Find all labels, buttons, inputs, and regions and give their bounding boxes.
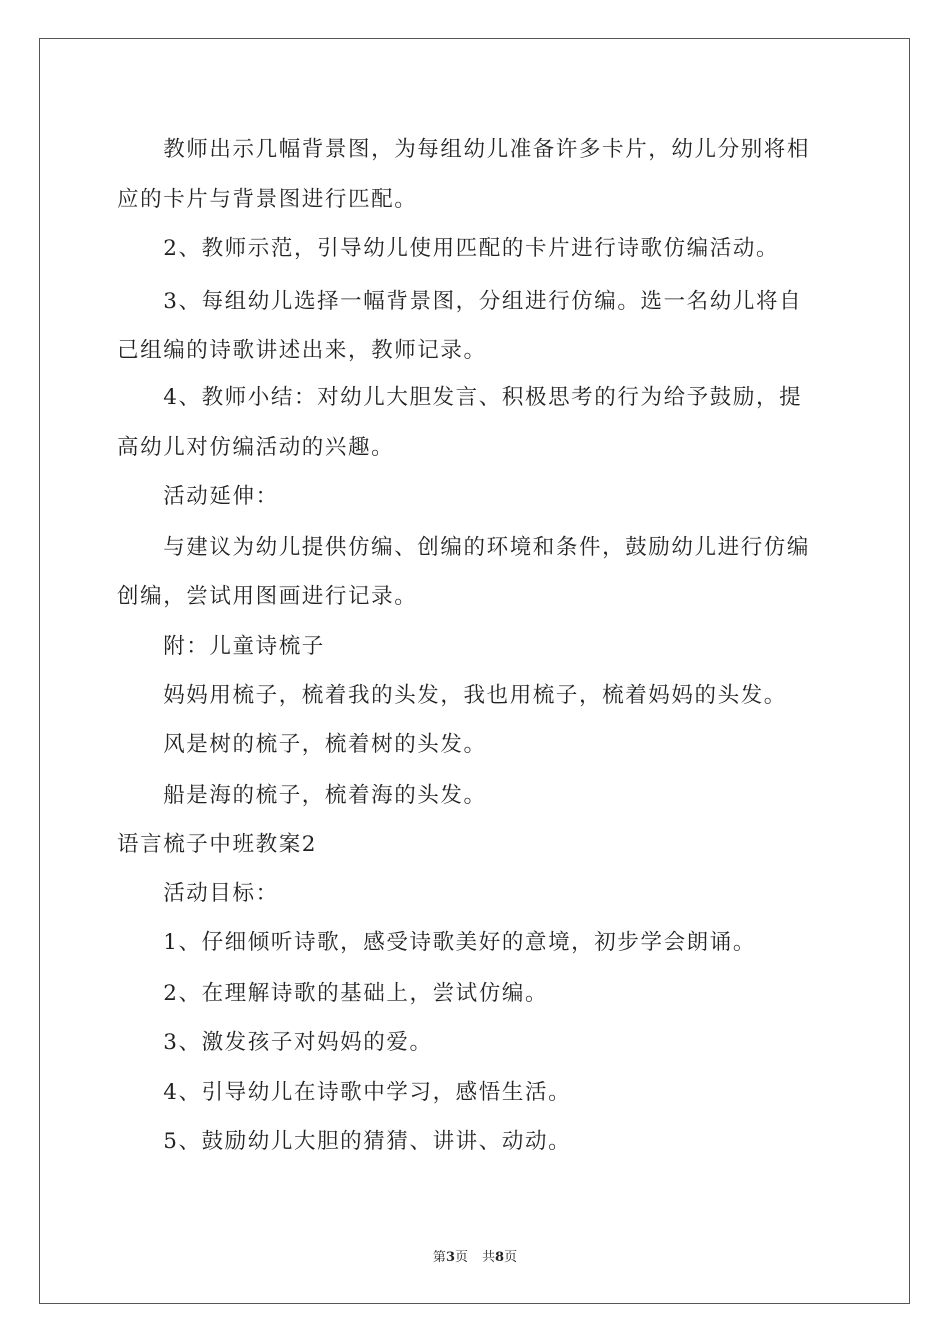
total-label-suffix: 页: [504, 1250, 518, 1265]
section-heading: 活动目标：: [117, 881, 279, 906]
poem-line: 船是海的梳子，梳着海的头发。: [117, 783, 487, 808]
text-line: 3、每组幼儿选择一幅背景图，分组进行仿编。选一名幼儿将自: [117, 289, 803, 314]
text-line: 应的卡片与背景图进行匹配。: [117, 187, 418, 212]
poem-line: 风是树的梳子，梳着树的头发。: [117, 732, 487, 757]
page-footer: [0, 1246, 950, 1265]
page-border: [39, 38, 910, 1304]
poem-line: 妈妈用梳子，梳着我的头发，我也用梳子，梳着妈妈的头发。: [117, 683, 787, 708]
list-item: 1、仔细倾听诗歌，感受诗歌美好的意境，初步学会朗诵。: [117, 930, 756, 955]
list-item: 5、鼓励幼儿大胆的猜猜、讲讲、动动。: [117, 1129, 572, 1154]
text-line: 与建议为幼儿提供仿编、创编的环境和条件，鼓励幼儿进行仿编: [117, 535, 811, 560]
document-title: 语言梳子中班教案2: [117, 832, 318, 857]
text-line: 教师出示几幅背景图，为每组幼儿准备许多卡片，幼儿分别将相: [117, 137, 811, 162]
list-item: 4、引导幼儿在诗歌中学习，感悟生活。: [117, 1080, 572, 1105]
list-item: 3、激发孩子对妈妈的爱。: [117, 1030, 433, 1055]
text-line: 己组编的诗歌讲述出来，教师记录。: [117, 338, 487, 363]
list-item: 2、在理解诗歌的基础上，尝试仿编。: [117, 981, 549, 1006]
total-pages: 8: [495, 1250, 505, 1265]
section-heading: 活动延伸：: [117, 484, 279, 509]
text-line: 高幼儿对仿编活动的兴趣。: [117, 435, 395, 460]
page-number: 3: [445, 1250, 455, 1265]
total-label-prefix: 共: [482, 1250, 496, 1265]
page-label-suffix: 页: [454, 1250, 468, 1265]
page-label-prefix: 第: [432, 1250, 446, 1265]
text-line: 附：儿童诗梳子: [117, 634, 325, 659]
text-line: 创编，尝试用图画进行记录。: [117, 584, 418, 609]
text-line: 4、教师小结：对幼儿大胆发言、积极思考的行为给予鼓励，提: [117, 385, 803, 410]
text-line: 2、教师示范，引导幼儿使用匹配的卡片进行诗歌仿编活动。: [117, 236, 780, 261]
